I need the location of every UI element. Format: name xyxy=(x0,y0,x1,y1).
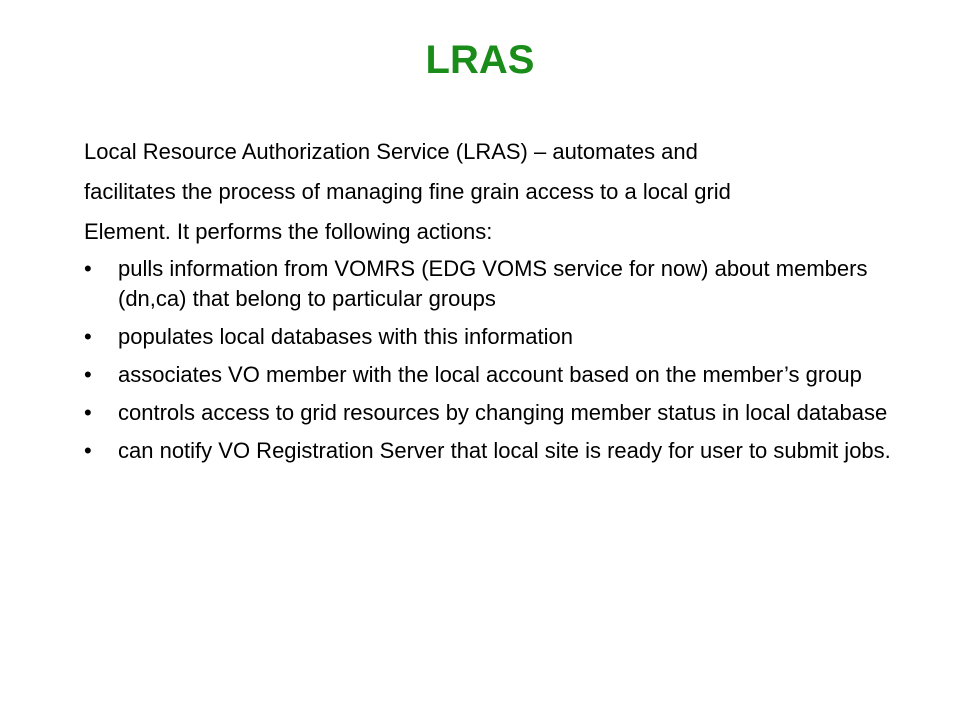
bullet-text: associates VO member with the local account based on the member’s group xyxy=(118,362,862,387)
bullet-text: populates local databases with this information xyxy=(118,324,573,349)
bullet-text: can notify VO Registration Server that local site is ready for user to submit jobs. xyxy=(118,438,891,463)
bullet-icon: • xyxy=(84,324,92,349)
bullet-item xyxy=(84,398,904,428)
bullet-item xyxy=(84,436,904,466)
intro-line: Element. It performs the following actions: xyxy=(84,219,493,244)
bullet-icon: • xyxy=(84,400,92,425)
bullet-item xyxy=(84,322,904,352)
intro-line: facilitates the process of managing fine grain access to a local grid xyxy=(84,179,731,204)
bullet-text: pulls information from VOMRS (EDG VOMS service for now) about members (dn,ca) that belong to particular groups xyxy=(118,256,868,311)
bullet-item xyxy=(84,360,904,390)
bullet-icon: • xyxy=(84,362,92,387)
slide-body xyxy=(84,132,904,466)
intro-line: Local Resource Authorization Service (LRAS) – automates and xyxy=(84,139,698,164)
bullet-icon: • xyxy=(84,256,92,281)
bullet-list xyxy=(84,254,904,466)
bullet-item xyxy=(84,254,904,314)
bullet-text: controls access to grid resources by changing member status in local database xyxy=(118,400,888,425)
bullet-icon: • xyxy=(84,438,92,463)
slide-title: LRAS xyxy=(425,38,535,82)
